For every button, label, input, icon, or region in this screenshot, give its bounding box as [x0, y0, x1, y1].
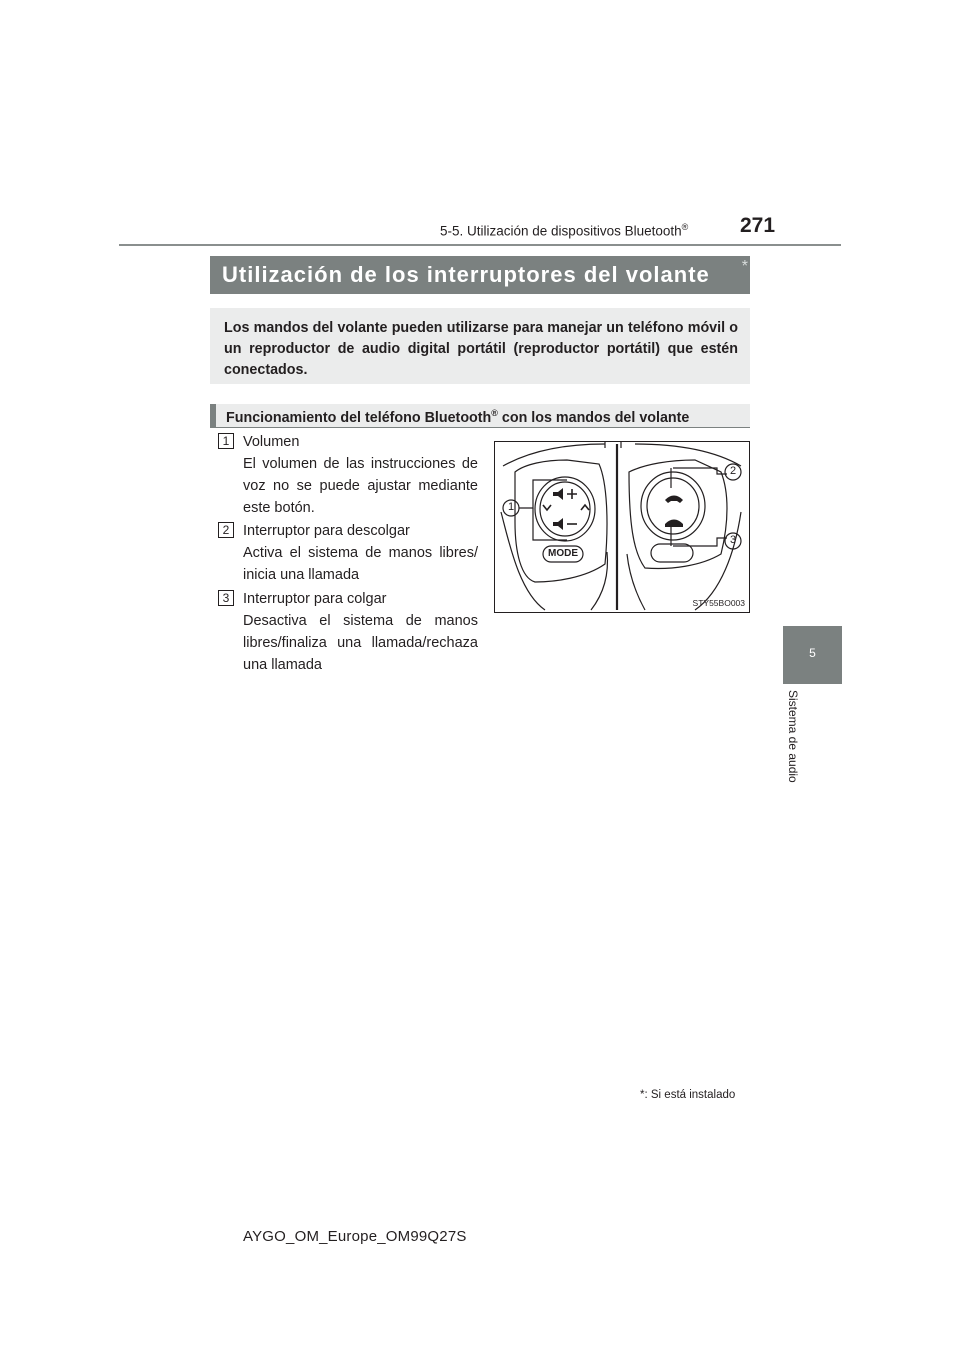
chapter-number: 5	[809, 646, 816, 660]
item-number-3: 3	[218, 590, 234, 606]
registered-mark: ®	[681, 222, 689, 232]
item-number-2: 2	[218, 522, 234, 538]
footnote	[640, 1089, 735, 1101]
steering-wheel-drawing	[495, 442, 749, 612]
item-title: Volumen	[243, 434, 300, 450]
asterisk-icon: *	[741, 258, 748, 275]
subheading-text-before: Funcionamiento del teléfono Bluetooth	[226, 409, 492, 426]
item-description: Activa el sistema de manos libres/ inicia una llamada	[243, 545, 478, 583]
header-divider	[119, 244, 841, 246]
page-number: 271	[740, 214, 776, 237]
list-item-hangup	[243, 588, 478, 676]
list-item-volume	[243, 431, 478, 519]
intro-box	[210, 308, 750, 384]
item-description: El volumen de las instrucciones de voz no se puede ajustar mediante este botón.	[243, 456, 478, 516]
item-title: Interruptor para descolgar	[243, 523, 410, 539]
intro-text: Los mandos del volante pueden utilizarse para manejar un teléfono móvil o un reproductor de audio digital portátil (reproductor portátil) que estén conectados.	[224, 320, 738, 378]
footnote-text: : Si está instalado	[644, 1089, 736, 1101]
header-section-text: 5-5. Utilización de dispositivos Bluetooth	[440, 223, 682, 239]
section-title: Utilización de los interruptores del volante	[222, 262, 710, 287]
list-item-answer	[243, 520, 478, 586]
subheading	[226, 408, 689, 426]
callout-2: 2	[729, 465, 737, 477]
mode-button-label: MODE	[548, 548, 578, 559]
section-title-bar	[210, 256, 750, 294]
subheading-text-after: con los mandos del volante	[497, 409, 690, 426]
header-section-title	[440, 222, 688, 239]
callout-3: 3	[729, 534, 737, 546]
chapter-label: Sistema de audio	[786, 690, 800, 783]
item-title: Interruptor para colgar	[243, 591, 387, 607]
subheading-underline	[210, 427, 750, 428]
figure-code: STY55BO003	[692, 598, 745, 608]
document-code: AYGO_OM_Europe_OM99Q27S	[243, 1228, 467, 1245]
asterisk-icon: *	[640, 1089, 645, 1101]
steering-wheel-illustration	[494, 441, 750, 613]
item-description: Desactiva el sistema de manos libres/finaliza una llamada/rechaza una llamada	[243, 613, 478, 673]
callout-1: 1	[507, 501, 515, 513]
registered-mark: ®	[491, 408, 498, 418]
item-number-1: 1	[218, 433, 234, 449]
subheading-bar	[210, 404, 750, 428]
chapter-tab	[783, 626, 842, 684]
